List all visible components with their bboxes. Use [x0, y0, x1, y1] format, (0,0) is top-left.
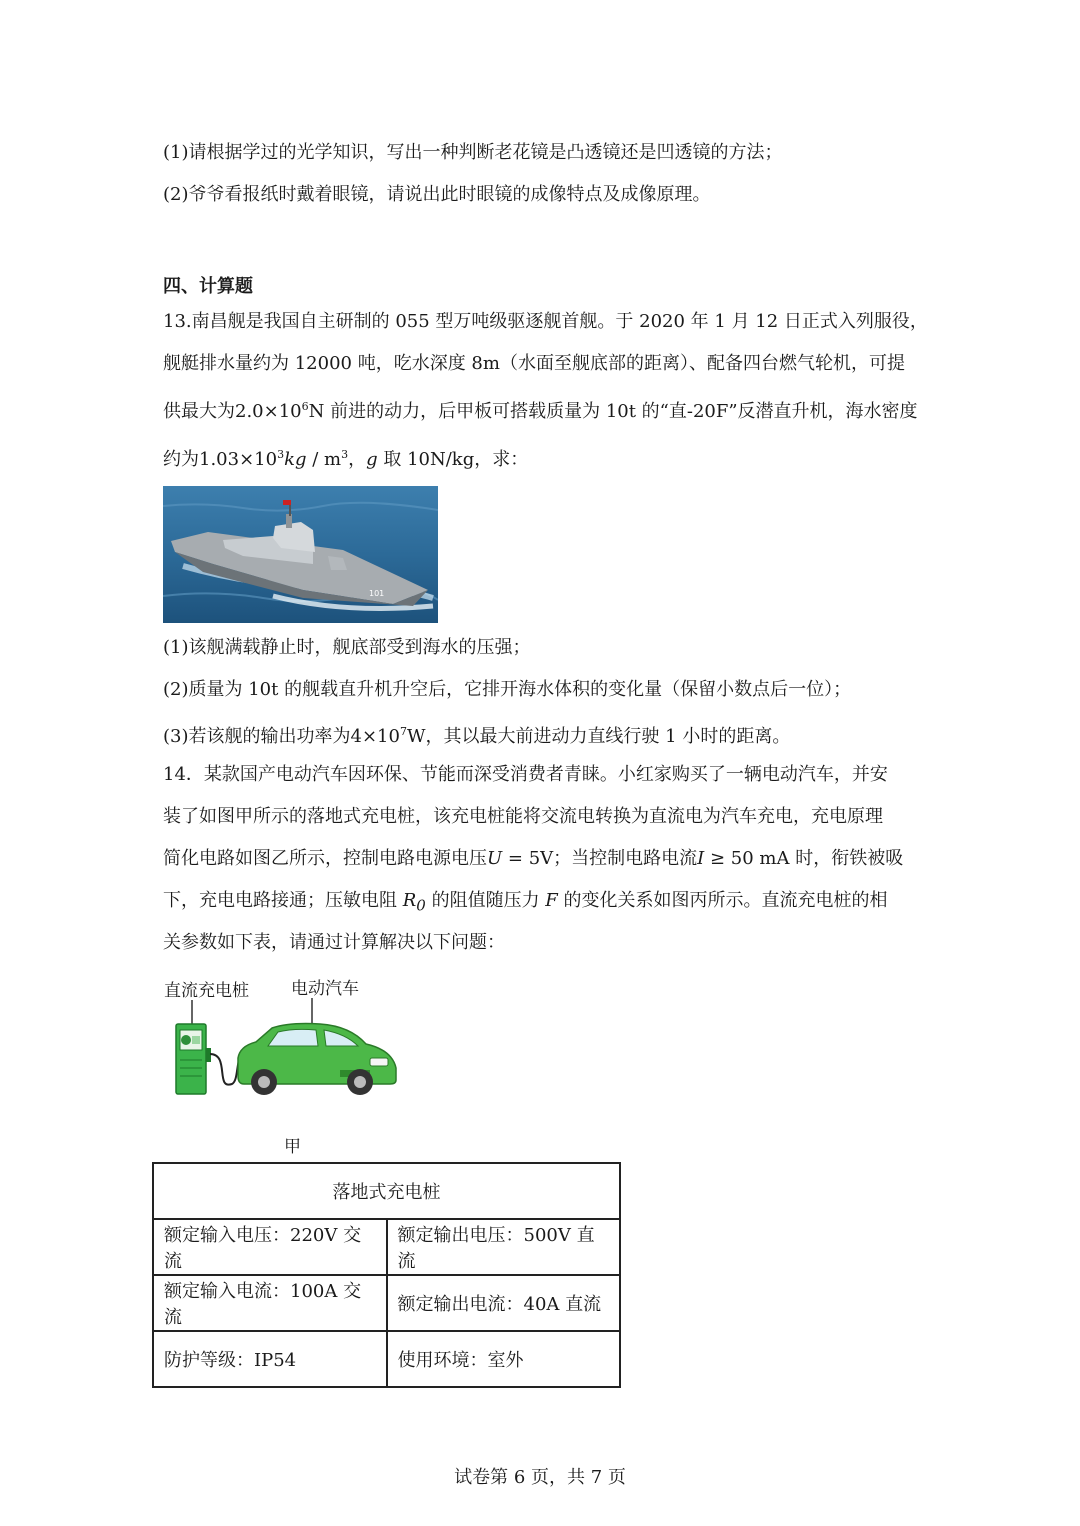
q13-sub3: (3)若该舰的输出功率为$4\times 10^7W$，其以最大前进动力直线行驶 1 小时的距离。: [163, 725, 791, 747]
electric-car-icon: [238, 1024, 396, 1096]
destroyer-photo: [163, 486, 438, 623]
table-row: [153, 1219, 620, 1275]
table-cell: 额定输入电压：220V 交流: [153, 1219, 387, 1275]
figure-caption-jia: 甲: [284, 1137, 301, 1157]
label-charging-pile: 直流充电桩: [164, 981, 249, 1001]
table-cell: 额定输出电流：40A 直流: [387, 1275, 621, 1331]
table-row: [153, 1275, 620, 1331]
q13-line3: 供最大为$2.0\times 10^6N$ 前进的动力，后甲板可搭载质量为 10t 的“直-20F”反潜直升机，海水密度: [163, 400, 918, 422]
table-title: 落地式充电桩: [153, 1163, 620, 1219]
hull-number: 101: [369, 589, 385, 598]
q14-line4: 下，充电电路接通；压敏电阻 $R_0$ 的阻值随压力 F 的变化关系如图丙所示。直流充电桩的相: [163, 890, 888, 915]
q13-sub1: (1)该舰满载静止时，舰底部受到海水的压强；: [163, 637, 531, 658]
q14-line2: 装了如图甲所示的落地式充电桩，该充电桩能将交流电转换为直流电为汽车充电，充电原理: [163, 806, 883, 827]
q12-part1: (1)请根据学过的光学知识，写出一种判断老花镜是凸透镜还是凹透镜的方法；: [163, 142, 783, 163]
q14-line3: 简化电路如图乙所示，控制电路电源电压U = 5V；当控制电路电流I ≥ 50 mA 时，衔铁被吸: [163, 848, 904, 869]
q13-sub2: (2)质量为 10t 的舰载直升机升空后，它排开海水体积的变化量（保留小数点后一位）；: [163, 679, 852, 700]
table-cell: 防护等级：IP54: [153, 1331, 387, 1387]
charging-pile-icon: [176, 1024, 211, 1094]
section-heading: 四、计算题: [163, 276, 253, 297]
spec-table: [152, 1162, 621, 1388]
page-footer: 试卷第 6 页，共 7 页: [454, 1467, 626, 1488]
q13-line2: 舰艇排水量约为 12000 吨，吃水深度 8m（水面至舰底部的距离）、配备四台燃气轮机，可提: [163, 353, 905, 374]
q13-line4: 约为$1.03\times 10^3kg / m^3$，g 取 10N/kg，求：: [163, 448, 529, 470]
figure-charging: [160, 972, 420, 1102]
table-cell: 额定输入电流：100A 交流: [153, 1275, 387, 1331]
q14-line5: 关参数如下表，请通过计算解决以下问题：: [163, 932, 505, 953]
label-electric-car: 电动汽车: [291, 979, 359, 999]
table-cell: 额定输出电压：500V 直流: [387, 1219, 621, 1275]
table-cell: 使用环境：室外: [387, 1331, 621, 1387]
table-row: [153, 1331, 620, 1387]
q13-line1: 13.南昌舰是我国自主研制的 055 型万吨级驱逐舰首舰。于 2020 年 1 月 12 日正式入列服役，: [163, 311, 928, 332]
q14-line1: 14．某款国产电动汽车因环保、节能而深受消费者青睐。小红家购买了一辆电动汽车，并安: [163, 764, 888, 785]
q12-part2: (2)爷爷看报纸时戴着眼镜，请说出此时眼镜的成像特点及成像原理。: [163, 184, 711, 205]
